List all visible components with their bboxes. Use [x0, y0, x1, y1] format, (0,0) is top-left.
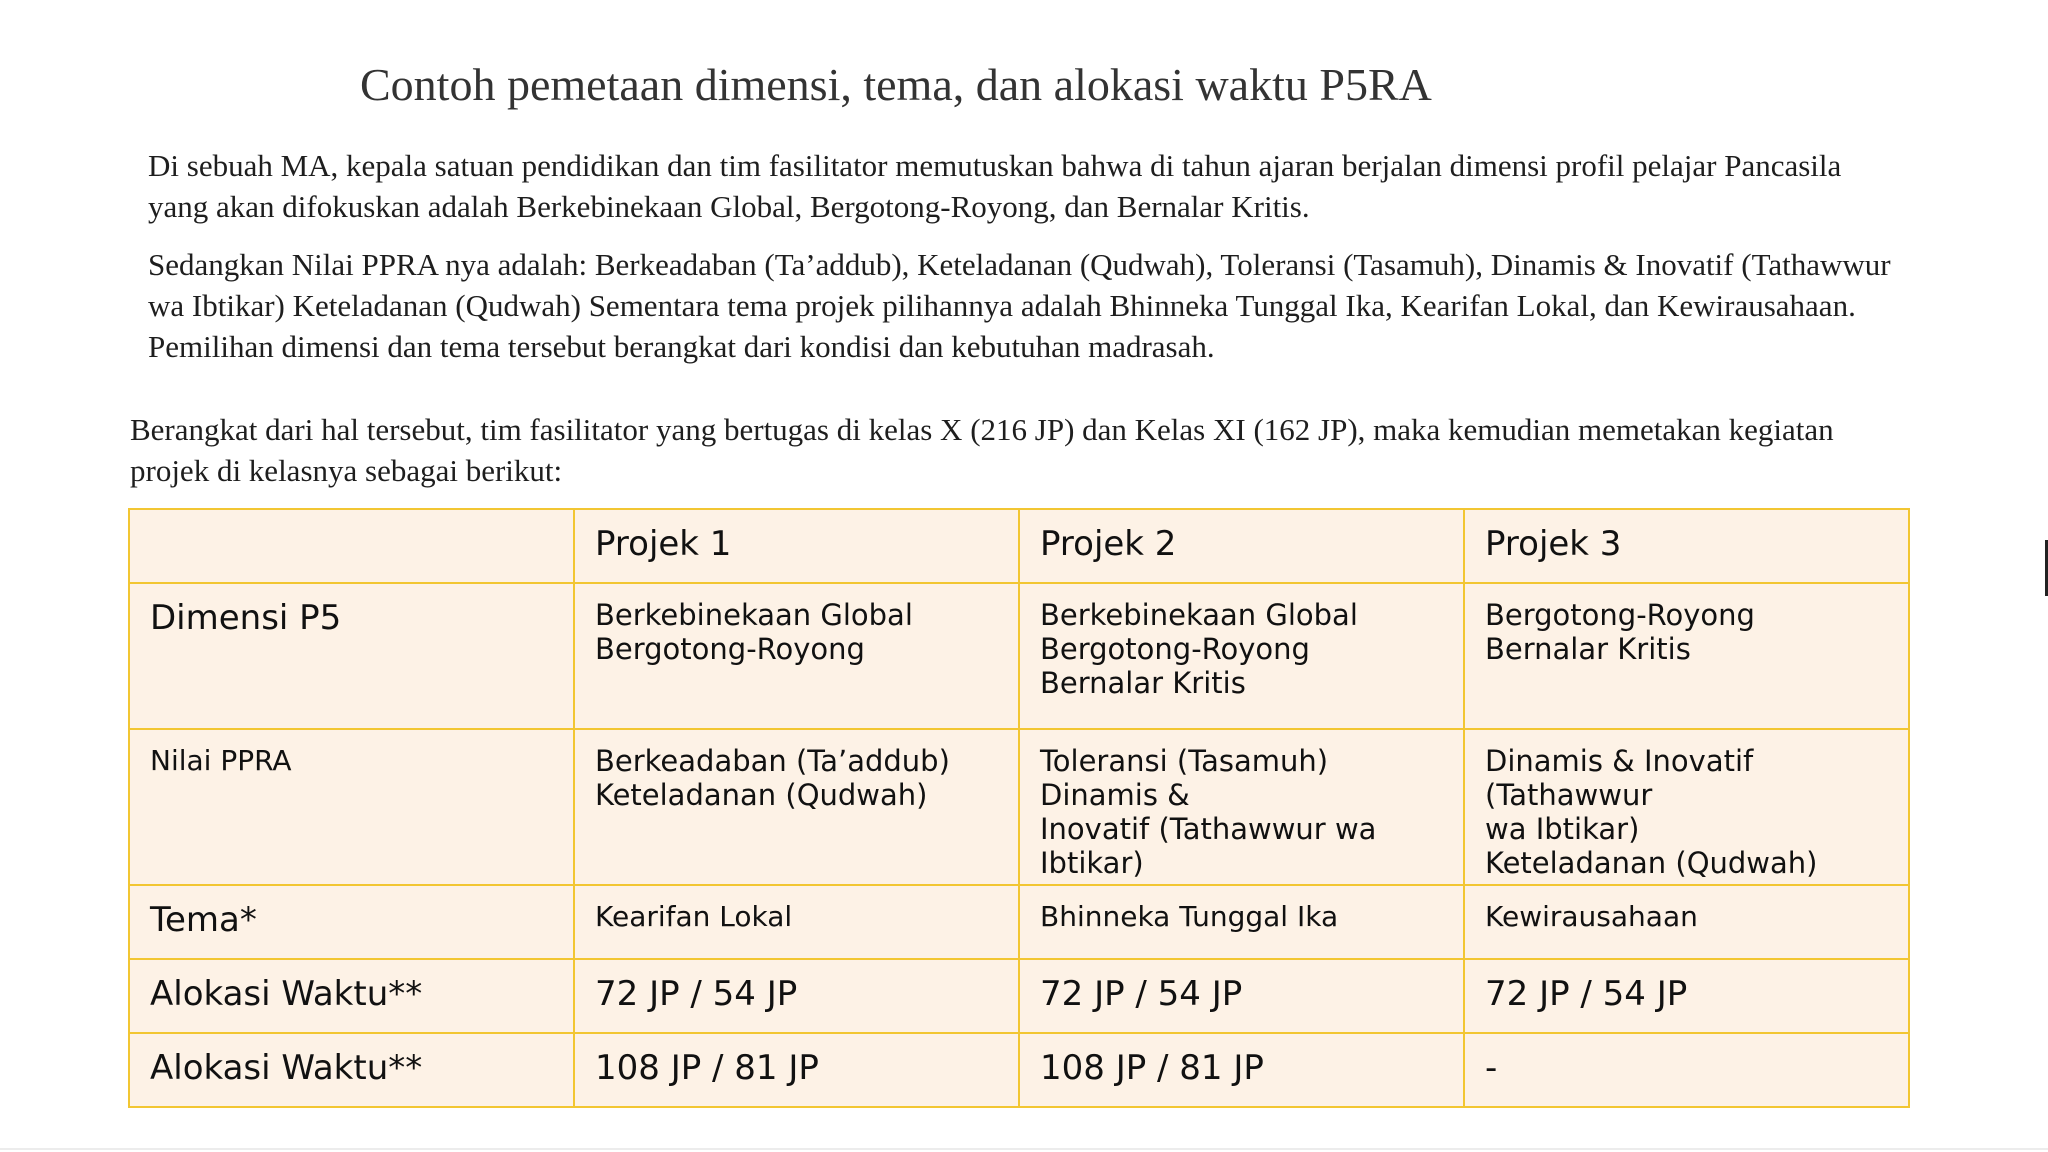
slide-title: Contoh pemetaan dimensi, tema, dan alokasi waktu P5RA	[360, 59, 1432, 110]
table-row-alokasi-2	[129, 1033, 1909, 1107]
row-label-alokasi-1: Alokasi Waktu**	[129, 959, 574, 1033]
table-header-row	[129, 509, 1909, 583]
dimensi-cell-projek-3	[1464, 583, 1909, 729]
intro-paragraph: Di sebuah MA, kepala satuan pendidikan dan tim fasilitator memutuskan bahwa di tahun ajaran berjalan dimensi profil pelajar Pancasila yang akan difokuskan adalah Berkebinekaan Global, Bergotong-Royong, dan Bernalar Kritis.	[148, 148, 1842, 224]
cell-line: Inovatif (Tathawwur wa Ibtikar)	[1040, 812, 1377, 880]
bottom-divider	[0, 1148, 2048, 1150]
cell-line: Berkebinekaan Global	[1040, 598, 1358, 632]
ppra-cell-projek-2	[1019, 729, 1464, 885]
row-label-ppra: Nilai PPRA	[129, 729, 574, 885]
cell-line: Dinamis & Inovatif (Tathawwur	[1485, 744, 1754, 812]
tema-cell-projek-3: Kewirausahaan	[1464, 885, 1909, 959]
ppra-cell-projek-1	[574, 729, 1019, 885]
header-cell-projek-3: Projek 3	[1464, 509, 1909, 583]
alokasi1-cell-projek-2: 72 JP / 54 JP	[1019, 959, 1464, 1033]
mapping-paragraph: Berangkat dari hal tersebut, tim fasilitator yang bertugas di kelas X (216 JP) dan Kelas XI (162 JP), maka kemudian memetakan kegiatan projek di kelasnya sebagai berikut:	[130, 412, 1834, 488]
cell-line: wa Ibtikar)	[1485, 812, 1640, 846]
tema-cell-projek-1: Kearifan Lokal	[574, 885, 1019, 959]
cell-line: Berkeadaban (Ta’addub)	[595, 744, 950, 778]
alokasi2-cell-projek-3: -	[1464, 1033, 1909, 1107]
dimensi-cell-projek-2	[1019, 583, 1464, 729]
header-cell-empty	[129, 509, 574, 583]
tema-cell-projek-2: Bhinneka Tunggal Ika	[1019, 885, 1464, 959]
cell-line: Bernalar Kritis	[1040, 666, 1246, 700]
table-row-alokasi-1	[129, 959, 1909, 1033]
cell-line: Toleransi (Tasamuh) Dinamis &	[1040, 744, 1329, 812]
mapping-table	[128, 508, 1910, 1108]
table-row-ppra	[129, 729, 1909, 885]
cell-line: Bernalar Kritis	[1485, 632, 1691, 666]
row-label-dimensi: Dimensi P5	[129, 583, 574, 729]
alokasi2-cell-projek-2: 108 JP / 81 JP	[1019, 1033, 1464, 1107]
cell-line: Bergotong-Royong	[1040, 632, 1310, 666]
table-row-dimensi	[129, 583, 1909, 729]
cell-line: Keteladanan (Qudwah)	[595, 778, 928, 812]
cell-line: Bergotong-Royong	[1485, 598, 1755, 632]
alokasi2-cell-projek-1: 108 JP / 81 JP	[574, 1033, 1019, 1107]
row-label-tema: Tema*	[129, 885, 574, 959]
ppra-paragraph: Sedangkan Nilai PPRA nya adalah: Berkeadaban (Ta’addub), Keteladanan (Qudwah), Toleransi (Tasamuh), Dinamis & Inovatif (Tathawwur wa Ibtikar) Keteladanan (Qudwah) Sementara tema projek pilihannya adalah Bhinneka Tunggal Ika, Kearifan Lokal, dan Kewirausahaan. Pemilihan dimensi dan tema tersebut berangkat dari kondisi dan kebutuhan madrasah.	[148, 247, 1891, 364]
cell-line: Berkebinekaan Global	[595, 598, 913, 632]
table-row-tema	[129, 885, 1909, 959]
cell-line: Keteladanan (Qudwah)	[1485, 846, 1818, 880]
ppra-cell-projek-3	[1464, 729, 1909, 885]
alokasi1-cell-projek-1: 72 JP / 54 JP	[574, 959, 1019, 1033]
cell-line: Bergotong-Royong	[595, 632, 865, 666]
dimensi-cell-projek-1	[574, 583, 1019, 729]
alokasi1-cell-projek-3: 72 JP / 54 JP	[1464, 959, 1909, 1033]
header-cell-projek-1: Projek 1	[574, 509, 1019, 583]
row-label-alokasi-2: Alokasi Waktu**	[129, 1033, 574, 1107]
header-cell-projek-2: Projek 2	[1019, 509, 1464, 583]
